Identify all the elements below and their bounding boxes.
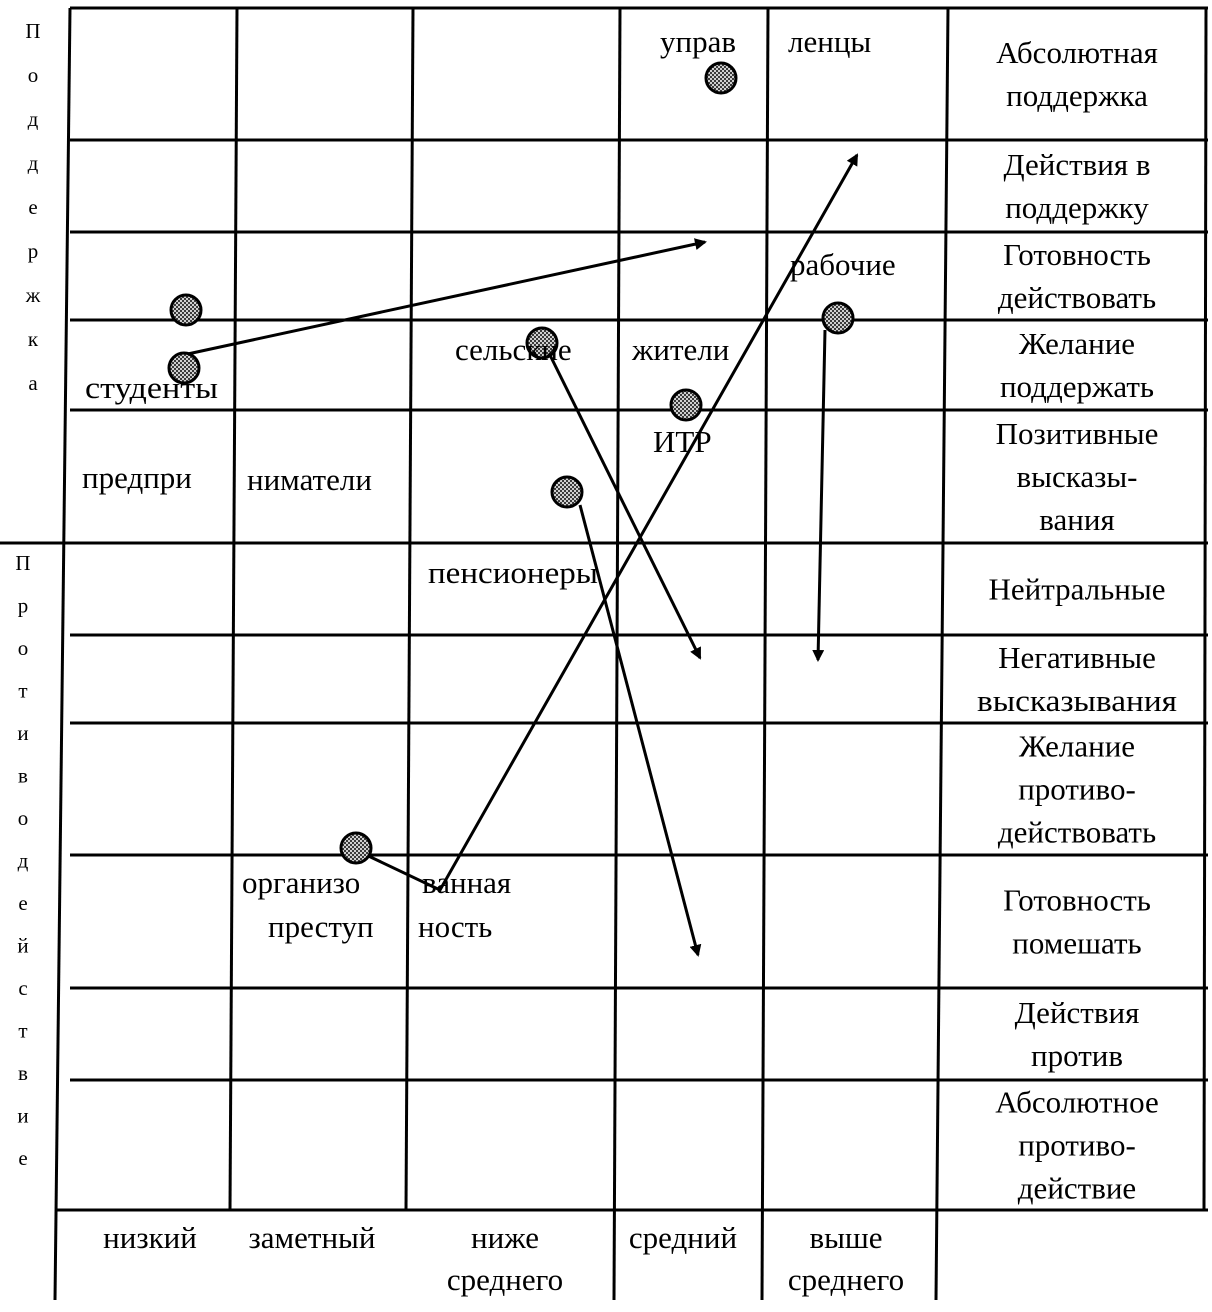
support-letter: е (28, 195, 38, 219)
column-label: заметный (248, 1220, 376, 1255)
level-label: Готовность (1003, 237, 1151, 272)
level-label: Желание (1018, 326, 1136, 361)
level-label: против (1031, 1038, 1123, 1073)
opposition-letter: с (18, 976, 28, 1000)
label-workers: рабочие (790, 247, 896, 282)
support-letter: к (27, 327, 39, 351)
label-pensioners: пенсионеры (428, 555, 599, 590)
column-label: низкий (103, 1220, 197, 1255)
level-label: действовать (997, 814, 1157, 850)
dot-pensioners (552, 477, 582, 507)
level-label: высказывания (977, 683, 1177, 718)
level-label: противо- (1018, 771, 1136, 807)
dot-organized-crime (341, 833, 371, 863)
opposition-letter: е (18, 891, 28, 915)
level-label: поддержать (999, 369, 1155, 404)
opposition-letter: и (17, 721, 29, 745)
opposition-letter: в (18, 763, 28, 788)
label-rural-a: сельские (455, 332, 572, 367)
arrow-workers (818, 330, 825, 660)
column-label: ниже (471, 1220, 539, 1255)
dot-workers (823, 303, 853, 333)
column-label: выше (809, 1220, 883, 1255)
label-students: студенты (85, 370, 219, 405)
support-axis-label (25, 19, 41, 395)
level-label: Желание (1018, 728, 1136, 764)
level-label: Негативные (998, 640, 1156, 675)
dot-managers (706, 63, 736, 93)
opposition-letter: П (15, 551, 31, 575)
level-label: действие (1017, 1170, 1137, 1206)
support-letter: о (27, 63, 39, 87)
opposition-letter: е (18, 1146, 28, 1170)
column-labels (103, 1220, 904, 1297)
column-label: среднего (787, 1262, 905, 1297)
label-crime-c: преступ (268, 909, 374, 944)
label-crime-d: ность (418, 909, 493, 944)
level-label: Абсолютное (995, 1084, 1159, 1120)
opposition-letter: т (18, 678, 28, 703)
level-label: высказы- (1016, 459, 1138, 494)
label-crime-a: организо (242, 865, 361, 900)
arrow-students (183, 242, 705, 355)
label-crime-b: ванная (422, 865, 512, 900)
column-label: средний (628, 1220, 738, 1255)
support-letter: р (27, 239, 39, 263)
level-label: Позитивные (995, 416, 1159, 451)
opposition-letter: о (17, 806, 29, 830)
dot-engineers (671, 390, 701, 420)
arrow-organized-crime (360, 155, 857, 890)
support-letter: д (27, 151, 39, 175)
level-label: Абсолютная (996, 35, 1158, 70)
level-label: Готовность (1003, 882, 1151, 918)
opposition-letter: т (18, 1018, 28, 1043)
opposition-letter: д (17, 848, 29, 873)
opposition-axis-label (15, 551, 30, 1170)
level-label: противо- (1018, 1127, 1136, 1163)
level-label: Нейтральные (988, 571, 1166, 607)
support-letter: д (27, 107, 39, 131)
label-engineers: ИТР (653, 424, 712, 459)
level-label: поддержка (1006, 78, 1148, 113)
dot-students-upper (171, 295, 201, 325)
column-label: среднего (446, 1262, 564, 1297)
support-letter: а (28, 371, 38, 395)
level-label: Действия в (1003, 147, 1151, 182)
label-managers-a: управ (660, 24, 736, 59)
opposition-letter: в (18, 1061, 28, 1085)
label-managers-b: ленцы (788, 24, 872, 59)
level-label: поддержку (1005, 190, 1149, 225)
opposition-letter: й (17, 933, 29, 958)
label-entrepreneurs-a: предпри (82, 460, 192, 495)
opposition-letter: р (17, 593, 29, 618)
opposition-letter: о (17, 636, 29, 660)
support-letter: П (25, 19, 41, 43)
level-label: вания (1039, 502, 1115, 537)
level-label: помешать (1012, 925, 1142, 961)
label-entrepreneurs-b: ниматели (247, 462, 372, 497)
level-label: действовать (997, 280, 1157, 315)
support-letter: ж (25, 283, 41, 307)
label-rural-b: жители (632, 332, 730, 367)
opposition-letter: и (17, 1103, 29, 1128)
level-labels (977, 35, 1177, 1206)
level-label: Действия (1014, 995, 1140, 1030)
